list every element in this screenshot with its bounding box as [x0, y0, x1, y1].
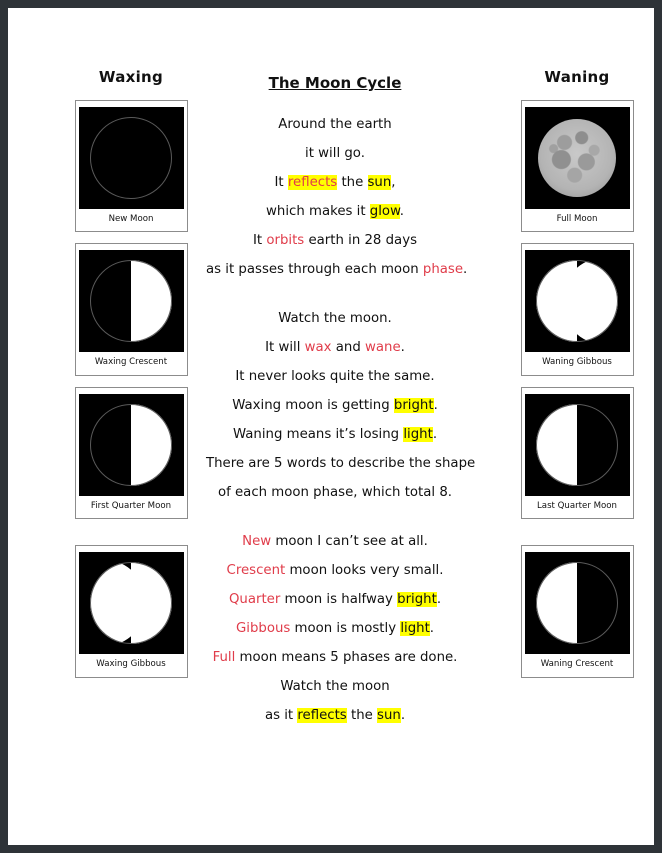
poem-line	[206, 643, 464, 672]
poem-text: as it passes through each moon	[206, 262, 423, 277]
poem-text: .	[400, 708, 406, 723]
poem-line	[206, 614, 464, 643]
poem-stanza	[206, 527, 464, 730]
waxing-column-heading: Waxing	[98, 68, 164, 86]
moon-image-first-quarter	[79, 394, 184, 496]
poem-text: .	[400, 340, 405, 355]
phase-card-caption: Waxing Crescent	[94, 357, 168, 368]
poem-keyword: sun	[367, 175, 392, 190]
poem-keyword: reflects	[297, 708, 347, 723]
poem-text: which makes it	[266, 204, 370, 219]
poem-line	[206, 110, 464, 139]
moon-image-new	[79, 107, 184, 209]
poem-text: the	[337, 175, 368, 190]
poem-text: Waning means it’s losing	[232, 427, 404, 442]
poem-line	[206, 585, 464, 614]
poem-keyword: phase	[422, 262, 463, 277]
poem-keyword: Quarter	[228, 592, 281, 607]
poem-text: .	[436, 592, 442, 607]
page-columns	[8, 8, 654, 798]
phase-card-caption: Last Quarter Moon	[537, 500, 617, 511]
moon-disc-outline	[90, 260, 172, 342]
poem-text: There are 5 words to describe the shape	[206, 456, 476, 471]
poem-keyword: sun	[377, 708, 401, 723]
phase-card-caption: New Moon	[108, 214, 154, 224]
poem-line	[206, 168, 464, 197]
waxing-card-list	[75, 100, 188, 689]
poem-keyword: orbits	[266, 233, 305, 248]
poem-text: moon I can’t see at all.	[271, 534, 428, 549]
poem-text: it will go.	[305, 146, 365, 161]
moon-image-waning-gibbous	[525, 250, 630, 352]
moon-image-waning-crescent	[525, 552, 630, 654]
poem-text: moon looks very small.	[285, 563, 444, 578]
poem-line	[206, 255, 468, 284]
poem-text: moon means 5 phases are done.	[235, 650, 458, 665]
poem-text: It never looks quite the same.	[235, 369, 435, 384]
poem-text: It will	[265, 340, 305, 355]
phase-card-waxing-gibbous	[75, 545, 188, 677]
poem-text: It	[274, 175, 288, 190]
poem-body	[206, 110, 476, 730]
poem-line	[206, 701, 464, 730]
poem-line	[206, 304, 464, 333]
moon-disc-full-photo	[538, 119, 616, 197]
poem-text: as it	[264, 708, 298, 723]
poem-text: moon is mostly	[290, 621, 401, 636]
poem-line	[206, 362, 464, 391]
moon-disc-outline	[536, 260, 618, 342]
poem-line	[206, 449, 476, 478]
moon-disc-outline	[90, 562, 172, 644]
phase-card-caption: First Quarter Moon	[90, 500, 172, 511]
poem-keyword: glow	[369, 204, 400, 219]
moon-image-last-quarter	[525, 394, 630, 496]
waning-card-list	[521, 100, 634, 689]
phase-card-new	[75, 100, 188, 232]
poem-text: .	[463, 262, 468, 277]
poem-text: Watch the moon	[280, 679, 390, 694]
moon-disc-outline	[536, 562, 618, 644]
poem-text: Waxing moon is getting	[232, 398, 394, 413]
moon-disc-outline	[90, 404, 172, 486]
worksheet-page	[8, 8, 654, 845]
waning-column	[502, 8, 652, 689]
poem-text: .	[433, 398, 438, 413]
poem-line	[206, 391, 464, 420]
poem-line	[206, 478, 464, 507]
poem-keyword: Crescent	[226, 563, 286, 578]
poem-text: ,	[391, 175, 396, 190]
poem-line	[206, 420, 464, 449]
phase-card-caption: Waning Gibbous	[542, 357, 612, 368]
poem-text: .	[432, 427, 438, 442]
phase-card-caption: Full Moon	[556, 214, 598, 224]
poem-keyword: bright	[393, 398, 434, 413]
poem-text: the	[346, 708, 378, 723]
phase-card-caption: Waning Crescent	[540, 659, 614, 670]
poem-column	[206, 8, 476, 750]
moon-disc-outline	[536, 404, 618, 486]
waning-column-heading: Waning	[544, 68, 610, 86]
poem-title: The Moon Cycle	[268, 74, 402, 92]
waxing-column	[56, 8, 206, 689]
poem-line	[206, 672, 464, 701]
poem-text: It	[252, 233, 267, 248]
poem-line	[206, 226, 464, 255]
poem-keyword: Gibbous	[235, 621, 291, 636]
poem-keyword: reflects	[287, 175, 338, 190]
phase-card-waning-crescent	[521, 545, 634, 677]
phase-card-waning-gibbous	[521, 243, 634, 375]
poem-text: and	[331, 340, 366, 355]
poem-text: moon is halfway	[280, 592, 398, 607]
poem-stanza	[206, 110, 468, 284]
moon-image-waxing-crescent	[79, 250, 184, 352]
poem-line	[206, 333, 464, 362]
poem-keyword: light	[400, 621, 430, 636]
poem-line	[206, 556, 464, 585]
poem-text: .	[429, 621, 435, 636]
phase-card-caption: Waxing Gibbous	[96, 659, 166, 670]
phase-card-full	[521, 100, 634, 232]
moon-image-full	[525, 107, 630, 209]
moon-disc-outline	[90, 117, 172, 199]
phase-card-waxing-crescent	[75, 243, 188, 375]
poem-keyword: wane	[365, 340, 401, 355]
phase-card-last-quarter	[521, 387, 634, 519]
poem-line	[206, 527, 464, 556]
poem-keyword: bright	[397, 592, 437, 607]
poem-text: Around the earth	[278, 117, 392, 132]
phase-card-first-quarter	[75, 387, 188, 519]
poem-stanza	[206, 304, 476, 507]
poem-keyword: Full	[212, 650, 236, 665]
poem-keyword: New	[242, 534, 272, 549]
poem-keyword: wax	[304, 340, 332, 355]
poem-text: Watch the moon.	[278, 311, 392, 326]
poem-line	[206, 197, 464, 226]
poem-line	[206, 139, 464, 168]
moon-image-waxing-gibbous	[79, 552, 184, 654]
poem-text: .	[399, 204, 404, 219]
poem-text: of each moon phase, which total 8.	[217, 485, 453, 500]
poem-text: earth in 28 days	[304, 233, 418, 248]
poem-keyword: light	[403, 427, 433, 442]
